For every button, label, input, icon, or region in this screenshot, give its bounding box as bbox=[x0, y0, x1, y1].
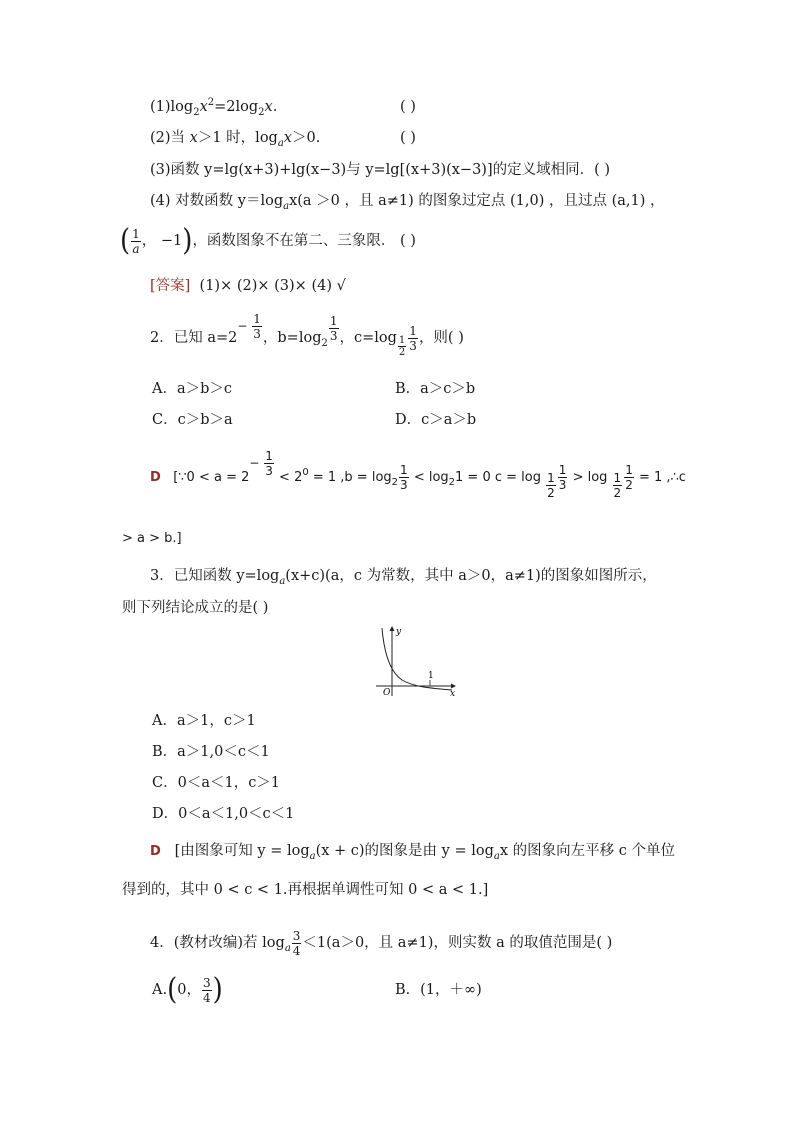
q2-answer-letter: D bbox=[150, 470, 161, 485]
q3-stem-line2: 则下列结论成立的是( ) bbox=[122, 600, 269, 616]
answer-label: [答案] bbox=[150, 278, 191, 294]
q3-solution: D [由图象可知 $y = \log_a(x + c)$的图象是由 $y = \log_ax$ 的图象向左平移 c 个单位 bbox=[150, 843, 675, 862]
q2-solution-cont: > a > b.] bbox=[122, 531, 182, 546]
q2-option-d: D．c＞a＞b bbox=[395, 412, 477, 428]
q1-statement-2: (2)当 x＞1 时，$\log_ax>0$. bbox=[150, 130, 321, 149]
q3-stem-line1: 3．已知函数 $y=\log_a(x+c)(a$，c 为常数，其中 a＞0，a≠1)的图象如图所示， bbox=[150, 568, 657, 587]
q3-option-b: B．a＞1,0＜c＜1 bbox=[152, 744, 270, 760]
q3-option-a: A．a＞1，c＞1 bbox=[152, 713, 256, 729]
q3-graph bbox=[368, 622, 460, 698]
q3-option-d: D．0＜a＜1,0＜c＜1 bbox=[152, 806, 295, 822]
q2-stem: 2．已知 $a=2^{- \frac{1}{3}}$ ，$b=\log_2$ $\frac{1}{3}$ ，c=log $\frac{1}{2}$ $\frac{1}{3}$ ，则( ) bbox=[150, 312, 464, 358]
x-axis-arrow bbox=[451, 684, 456, 689]
y-axis-arrow bbox=[390, 626, 395, 631]
y-label: y bbox=[396, 627, 402, 637]
q1-statement-1: $(1)\log_2x^2=2\log_2x$. bbox=[150, 97, 278, 118]
q3-option-c: C．0＜a＜1，c＞1 bbox=[152, 775, 281, 791]
q1-answer: [答案] (1)× (2)× (3)× (4) √ bbox=[150, 278, 346, 294]
q1-statement-4-cont: ( $\frac{1}{a}$ ， −1)，函数图象不在第二、三象限． ( ) bbox=[120, 223, 416, 259]
q4-stem: 4．(教材改编)若 $\log_a$ $\frac{3}{4}$ ＜1(a＞0，且 a≠1)，则实数 a 的取值范围是( ) bbox=[150, 928, 613, 958]
origin-label: O bbox=[383, 688, 391, 698]
q1-statement-3: (3)函数 y=lg(x+3)+lg(x−3)与 y=lg[(x+3)(x−3)]的定义域相同．( ) bbox=[150, 162, 611, 178]
x-label: x bbox=[450, 689, 456, 698]
q2-option-c: C．c＞b＞a bbox=[152, 412, 233, 428]
q2-option-a: A．a＞b＞c bbox=[152, 381, 233, 397]
q1-paren-1: ( ) bbox=[400, 99, 416, 115]
q2-option-b: B．a＞c＞b bbox=[395, 381, 476, 397]
q3-solution-cont: 得到的，其中 0 < c < 1.再根据单调性可知 0 < a < 1.] bbox=[122, 882, 489, 898]
q4-option-b: B．(1，＋∞) bbox=[395, 982, 482, 998]
q1-paren-2: ( ) bbox=[400, 130, 416, 146]
q3-answer-letter: D bbox=[150, 844, 161, 859]
q4-option-a: A.(0， $\frac{3}{4}$ ) bbox=[152, 972, 223, 1008]
q1-statement-4: (4) 对数函数 $y=\log_ax(a >0$ ，且 a≠1) 的图象过定点 (1,0) ，且过点 (a,1) ， bbox=[150, 193, 665, 212]
one-label: 1 bbox=[428, 671, 434, 681]
q2-solution: D [∵0 < a = 2− $\frac{1}{3}$ < $2^0 = 1$ $,b = \log_2$ $\frac{1}{3}$ < $\log_21 = 0$ c = log $\frac{1}{2}$ $\frac{1}{3}$ > log $\frac{1}{2}$ $\frac{1}{2}$ = 1 ,∴c bbox=[150, 449, 686, 500]
